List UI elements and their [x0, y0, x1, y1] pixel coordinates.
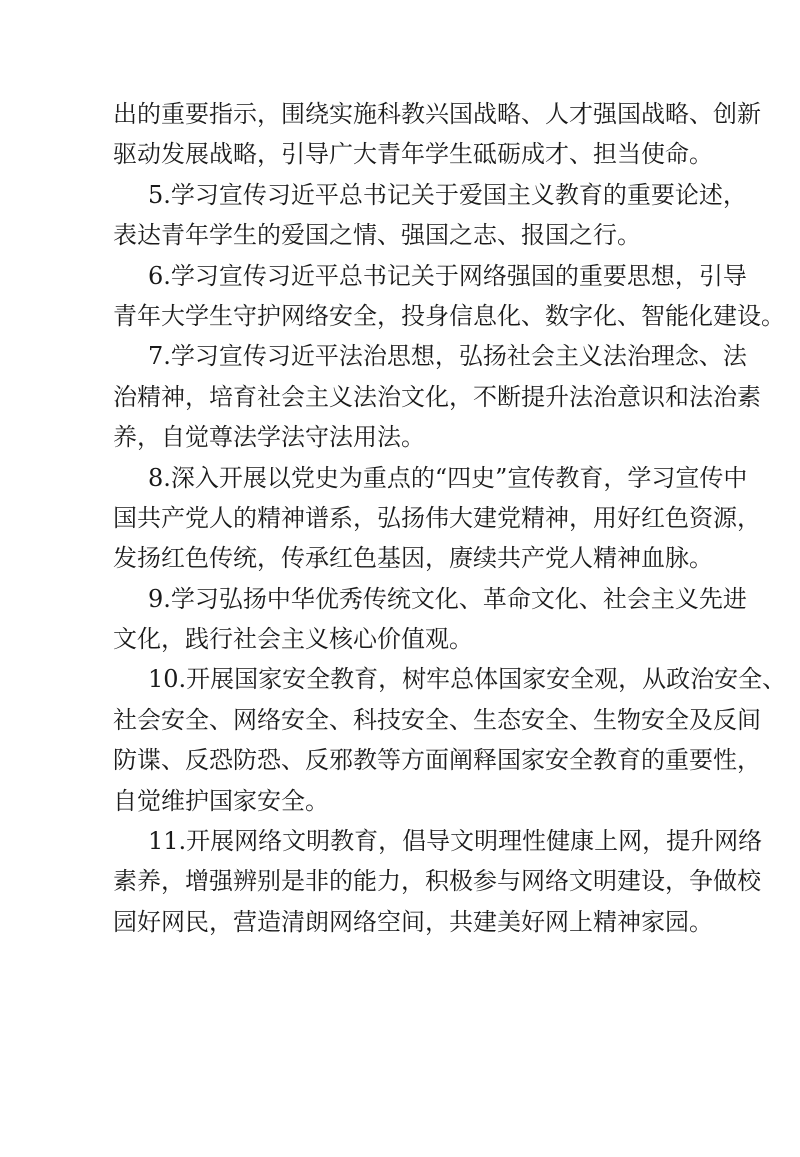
text-line: 6.学习宣传习近平总书记关于网络强国的重要思想，引导	[148, 261, 747, 290]
paragraph-continuation	[113, 94, 761, 175]
text-line: 自觉维护国家安全。	[113, 786, 329, 815]
text-line: 社会安全、网络安全、科技安全、生态安全、生物安全及反间	[113, 705, 761, 734]
text-line: 素养，增强辨别是非的能力，积极参与网络文明建设，争做校	[113, 867, 761, 896]
text-line: 防谍、反恐防恐、反邪教等方面阐释国家安全教育的重要性，	[113, 746, 761, 775]
paragraph-item-7	[113, 336, 761, 457]
text-line: 8.深入开展以党史为重点的“四史”宣传教育，学习宣传中	[148, 463, 748, 492]
text-line: 5.学习宣传习近平总书记关于爱国主义教育的重要论述，	[148, 180, 747, 209]
paragraph-item-10	[113, 659, 787, 821]
document-body	[113, 94, 787, 942]
text-line: 驱动发展战略，引导广大青年学生砥砺成才、担当使命。	[113, 140, 713, 169]
paragraph-item-11	[113, 821, 763, 942]
text-line: 发扬红色传统，传承红色基因，赓续共产党人精神血脉。	[113, 544, 713, 573]
text-line: 青年大学生守护网络安全，投身信息化、数字化、智能化建设。	[113, 301, 785, 330]
text-line: 文化，践行社会主义核心价值观。	[113, 625, 473, 654]
paragraph-item-6	[113, 256, 785, 337]
text-line: 养，自觉尊法学法守法用法。	[113, 423, 425, 452]
paragraph-item-5	[113, 175, 747, 256]
text-line: 11.开展网络文明教育，倡导文明理性健康上网，提升网络	[148, 827, 763, 856]
text-line: 7.学习宣传习近平法治思想，弘扬社会主义法治理念、法	[148, 342, 747, 371]
text-line: 表达青年学生的爱国之情、强国之志、报国之行。	[113, 221, 641, 250]
paragraph-item-8	[113, 458, 761, 579]
text-line: 园好网民，营造清朗网络空间，共建美好网上精神家园。	[113, 907, 713, 936]
text-line: 国共产党人的精神谱系，弘扬伟大建党精神，用好红色资源，	[113, 503, 761, 532]
text-line: 出的重要指示，围绕实施科教兴国战略、人才强国战略、创新	[113, 100, 761, 128]
text-line: 9.学习弘扬中华优秀传统文化、革命文化、社会主义先进	[148, 584, 747, 613]
text-line: 10.开展国家安全教育，树牢总体国家安全观，从政治安全、	[148, 665, 787, 694]
paragraph-item-9	[113, 579, 747, 660]
text-line: 治精神，培育社会主义法治文化，不断提升法治意识和法治素	[113, 382, 761, 411]
